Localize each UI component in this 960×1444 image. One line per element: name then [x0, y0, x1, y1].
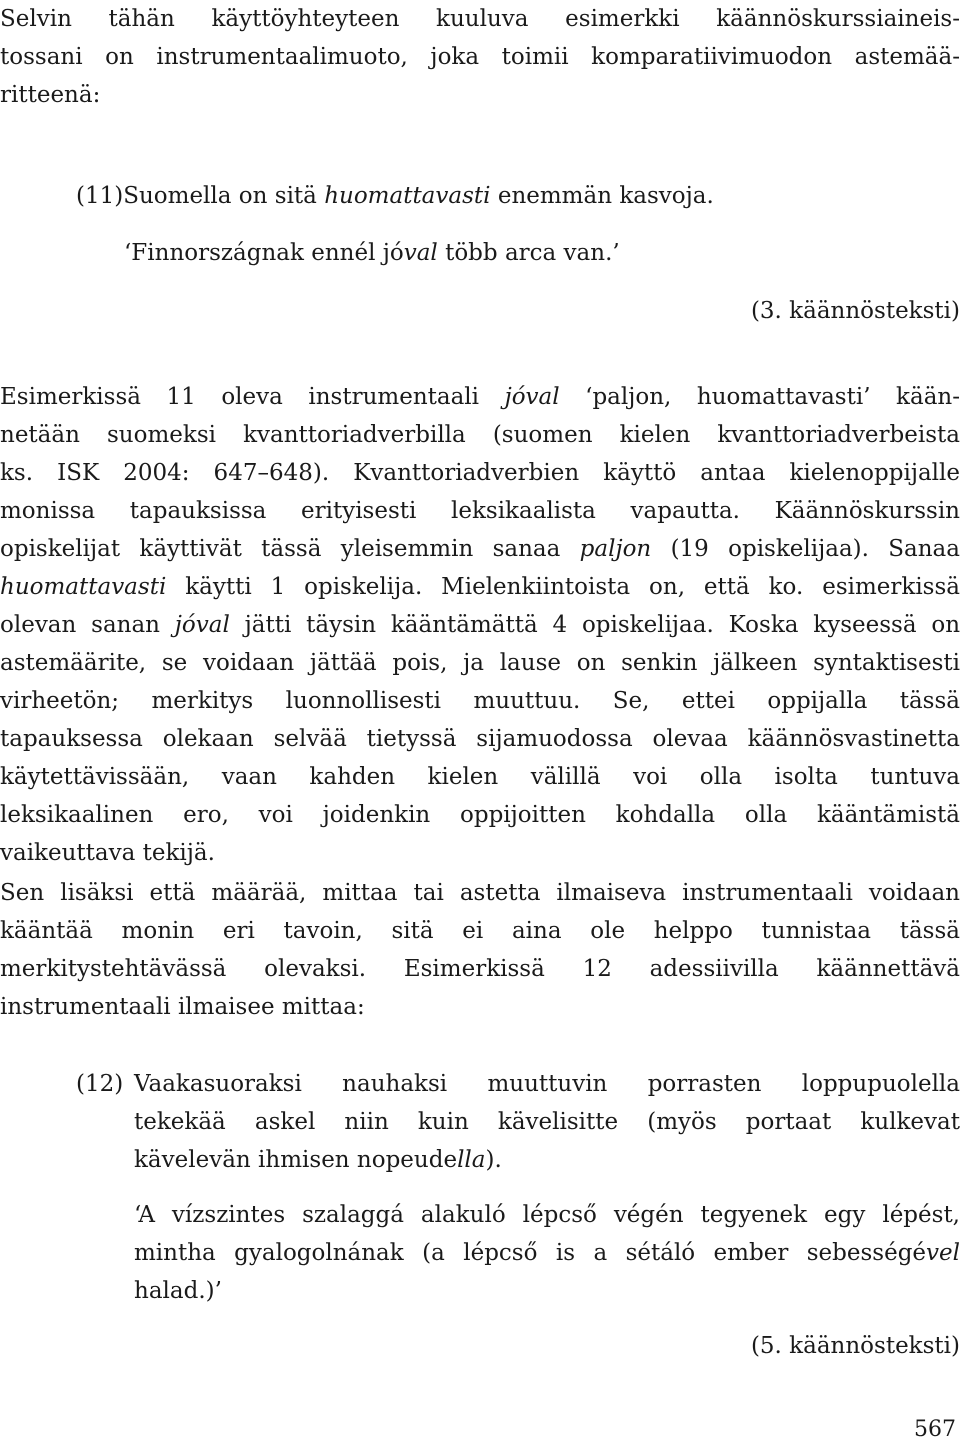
paragraph-1-line-3: ritteenä: [0, 82, 101, 108]
paragraph-1-line-1: Selvin tähän käyttöyhteyteen kuuluva esimerkki käännöskurssiaineis- [0, 6, 960, 32]
paragraph-2-line-8: astemäärite, se voidaan jättää pois, ja lause on senkin jälkeen syntaktisesti [0, 650, 960, 676]
paragraph-2-line-3: ks. ISK 2004: 647–648). Kvanttoriadverbien käyttö antaa kielenoppijalle [0, 460, 960, 486]
paragraph-2-line-1: Esimerkissä 11 oleva instrumentaali jóval ‘paljon, huomattavasti’ kään- [0, 384, 960, 410]
example-11-hungarian: ‘Finnországnak ennél jóval több arca van.’ [124, 240, 620, 266]
example-number: (11) [76, 183, 124, 209]
example-number: (12) [76, 1071, 124, 1097]
paragraph-3-line-1: Sen lisäksi että määrää, mittaa tai astetta ilmaiseva instrumentaali voidaan [0, 880, 960, 906]
paragraph-2-line-6: huomattavasti käytti 1 opiskelija. Mielenkiintoista on, että ko. esimerkissä [0, 574, 960, 600]
example-12-finnish-line-2: tekekää askel niin kuin kävelisitte (myös portaat kulkevat [134, 1109, 960, 1135]
paragraph-3-line-4: instrumentaali ilmaisee mittaa: [0, 994, 365, 1020]
paragraph-1-line-2: tossani on instrumentaalimuoto, joka toimii komparatiivimuodon astemää- [0, 44, 960, 70]
paragraph-2-line-2: netään suomeksi kvanttoriadverbilla (suomen kielen kvanttoriadverbeista [0, 422, 960, 448]
paragraph-2-line-10: tapauksessa olekaan selvää tietyssä sijamuodossa olevaa käännösvastinetta [0, 726, 960, 752]
paragraph-2-line-13: vaikeuttava tekijä. [0, 840, 215, 866]
paragraph-2-line-9: virheetön; merkitys luonnollisesti muuttuu. Se, ettei oppijalla tässä [0, 688, 960, 714]
example-11-source: (3. käännösteksti) [750, 298, 960, 324]
example-12-finnish-line-1-text: Vaakasuoraksi nauhaksi muuttuvin porrasten loppupuolella [134, 1071, 960, 1097]
example-12-hungarian-line-2: mintha gyalogolnának (a lépcső is a sétáló ember sebességével [134, 1240, 960, 1266]
example-12-source: (5. käännösteksti) [750, 1333, 960, 1359]
page-number: 567 [914, 1417, 956, 1442]
example-11-finnish: (11)Suomella on sitä huomattavasti enemmän kasvoja. [76, 183, 714, 209]
paragraph-3-line-2: kääntää monin eri tavoin, sitä ei aina ole helppo tunnistaa tässä [0, 918, 960, 944]
example-12-hungarian-line-3: halad.)’ [134, 1278, 222, 1304]
paragraph-2-line-5: opiskelijat käyttivät tässä yleisemmin sanaa paljon (19 opiskelijaa). Sanaa [0, 536, 960, 562]
paragraph-2-line-4: monissa tapauksissa erityisesti leksikaalista vapautta. Käännöskurssin [0, 498, 960, 524]
paragraph-2-line-11: käytettävissään, vaan kahden kielen välillä voi olla isolta tuntuva [0, 764, 960, 790]
example-12-hungarian-line-1: ‘A vízszintes szalaggá alakuló lépcső végén tegyenek egy lépést, [134, 1202, 960, 1228]
example-12-finnish-line-3: kävelevän ihmisen nopeudella). [134, 1147, 502, 1173]
paragraph-3-line-3: merkitystehtävässä olevaksi. Esimerkissä 12 adessiivilla käännettävä [0, 956, 960, 982]
paragraph-2-line-12: leksikaalinen ero, voi joidenkin oppijoitten kohdalla olla kääntämistä [0, 802, 960, 828]
paragraph-2-line-7: olevan sanan jóval jätti täysin kääntämättä 4 opiskelijaa. Koska kyseessä on [0, 612, 960, 638]
